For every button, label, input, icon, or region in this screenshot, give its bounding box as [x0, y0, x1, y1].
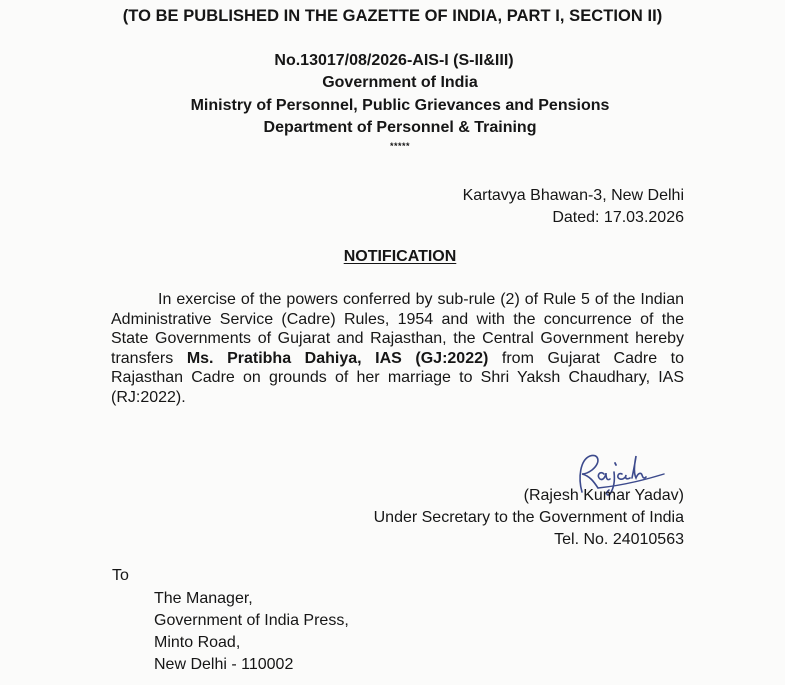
recipient-address-line: The Manager,: [154, 590, 253, 607]
gazette-publication-line: (TO BE PUBLISHED IN THE GAZETTE OF INDIA, PART I, SECTION II): [122, 7, 663, 25]
issue-date: Dated: 17.03.2026: [552, 209, 684, 226]
body-text: transfers: [111, 349, 187, 367]
notification-title: [0, 248, 785, 266]
file-number: No.13017/08/2026-AIS-I (S-II&III): [274, 52, 514, 69]
recipient-address-line: Minto Road,: [154, 634, 241, 651]
header-separator: *****: [389, 141, 410, 151]
ministry-name: Ministry of Personnel, Public Grievances and Pensions: [190, 97, 610, 114]
recipient-to-label: To: [112, 567, 129, 584]
notification-title-text: NOTIFICATION: [343, 248, 457, 265]
signatory-name: (Rajesh Kumar Yadav): [523, 487, 684, 504]
government-name: Government of India: [322, 74, 478, 91]
body-line: Administrative Service (Cadre) Rules, 1954 and with the concurrence of the: [111, 310, 684, 328]
recipient-address-line: New Delhi - 110002: [154, 656, 294, 673]
signatory-telephone: Tel. No. 24010563: [554, 531, 684, 548]
department-name: Department of Personnel & Training: [263, 119, 537, 136]
body-line: (RJ:2022).: [111, 388, 186, 406]
body-line: State Governments of Gujarat and Rajasthan, the Central Government hereby: [111, 330, 684, 347]
body-line: In exercise of the powers conferred by sub-rule (2) of Rule 5 of the Indian: [158, 291, 684, 308]
body-line: [111, 349, 684, 369]
issuing-place: Kartavya Bhawan-3, New Delhi: [462, 187, 684, 204]
recipient-address-line: Government of India Press,: [154, 612, 349, 629]
signatory-designation: Under Secretary to the Government of India: [373, 509, 684, 526]
body-line: Rajasthan Cadre on grounds of her marriage to Shri Yaksh Chaudhary, IAS: [111, 369, 684, 386]
notification-body: [111, 290, 684, 407]
officer-name: Ms. Pratibha Dahiya, IAS (GJ:2022): [186, 349, 489, 367]
body-text: from Gujarat Cadre to: [488, 349, 685, 367]
